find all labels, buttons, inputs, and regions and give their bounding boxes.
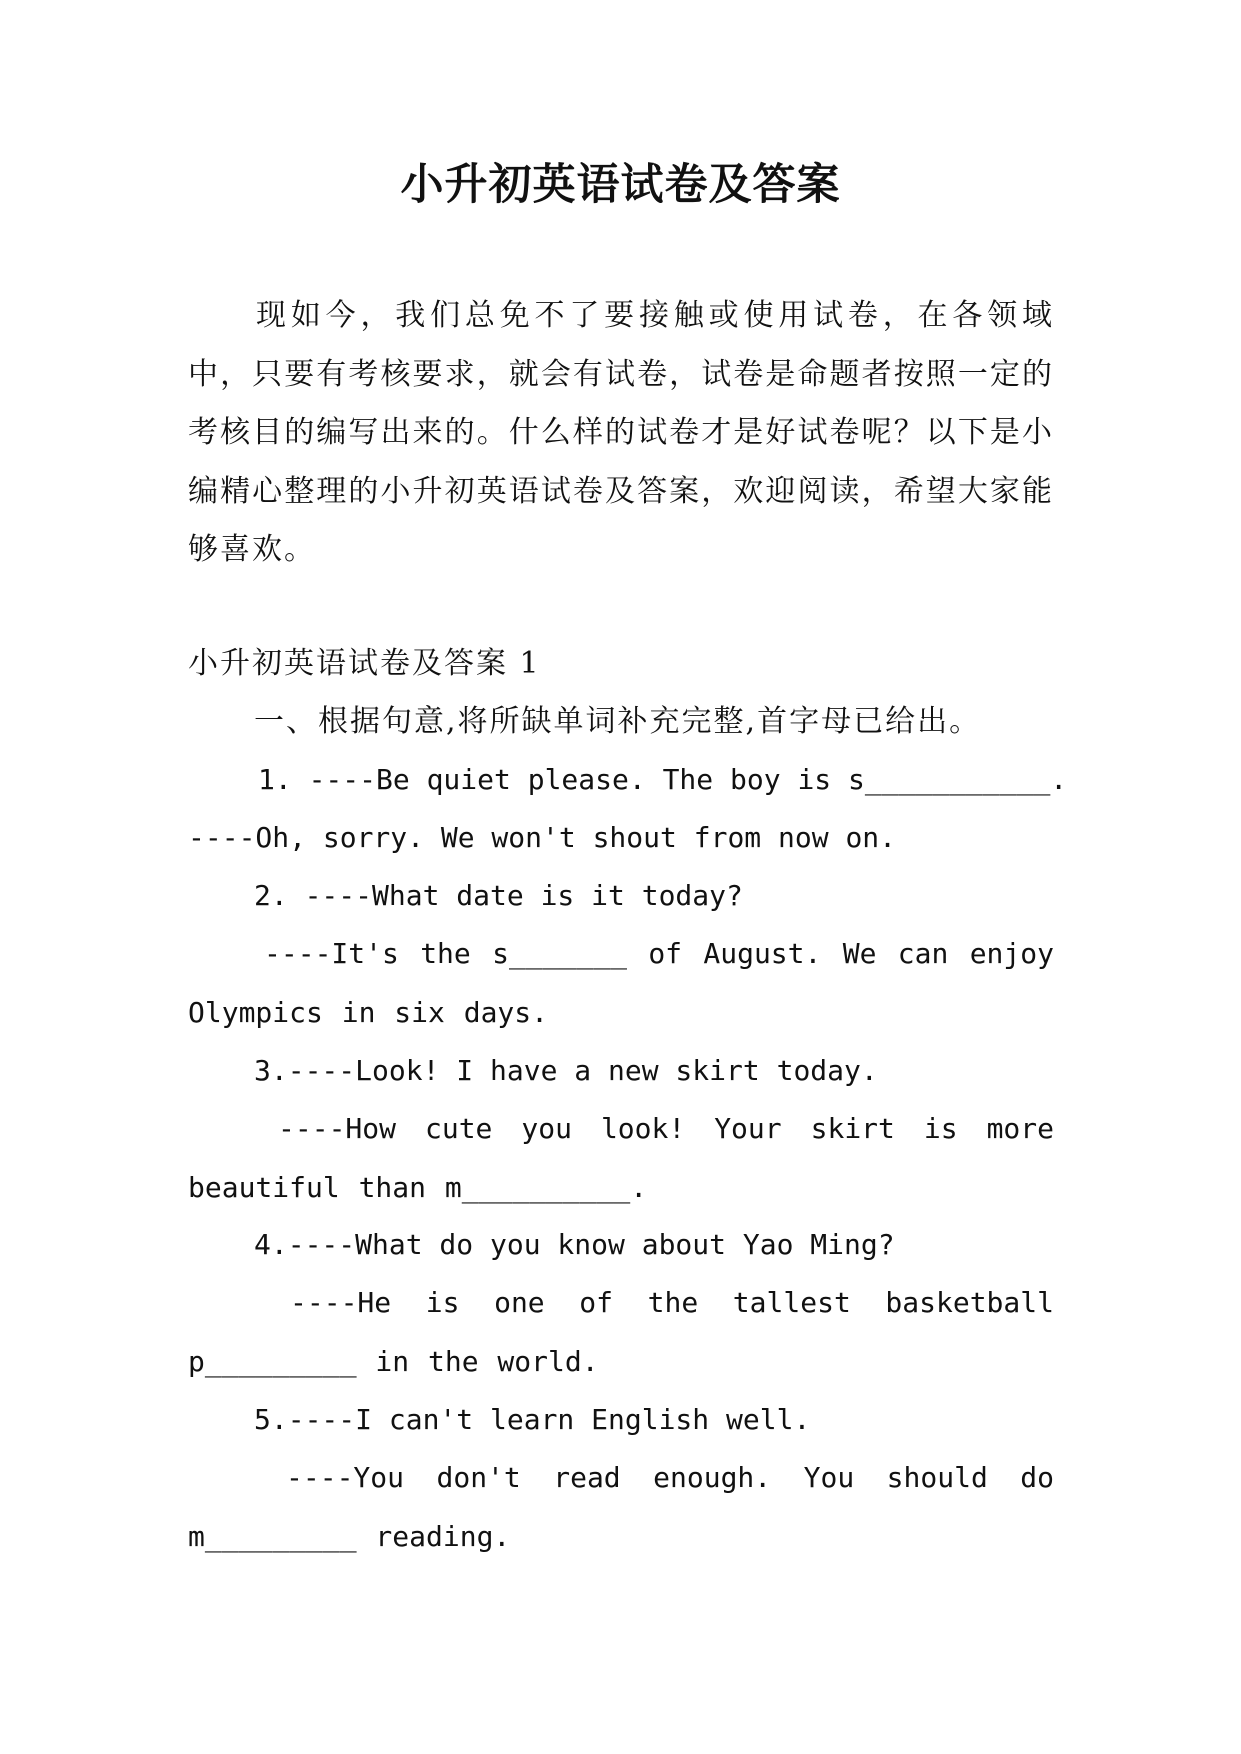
- document-title: 小升初英语试卷及答案: [400, 160, 841, 210]
- question-2-prompt: 2. ----What date is it today?: [254, 879, 743, 912]
- question-3-prompt: 3.----Look! I have a new skirt today.: [254, 1054, 878, 1087]
- question-2-answer: ----It's the s_______ of August. We can enjoy Olympics in six days.: [188, 937, 1054, 1029]
- question-1-prompt: 1. ----Be quiet please. The boy is s___________.: [258, 763, 1068, 796]
- question-4-prompt: 4.----What do you know about Yao Ming?: [254, 1228, 895, 1261]
- question-5-prompt: 5.----I can't learn English well.: [254, 1403, 811, 1436]
- exercise-instruction: 一、根据句意,将所缺单词补充完整,首字母已给出。: [254, 704, 982, 739]
- question-5-answer: ----You don't read enough. You should do m_________ reading.: [188, 1461, 1054, 1553]
- section-title: 小升初英语试卷及答案 1: [188, 646, 541, 681]
- question-4-answer: ----He is one of the tallest basketball p_________ in the world.: [188, 1286, 1054, 1378]
- intro-paragraph: 现如今，我们总免不了要接触或使用试卷，在各领域中，只要有考核要求，就会有试卷，试卷是命题者按照一定的考核目的编写出来的。什么样的试卷才是好试卷呢？以下是小编精心整理的小升初英语试卷及答案，欢迎阅读，希望大家能够喜欢。: [188, 298, 1054, 567]
- question-1-answer: ----Oh, sorry. We won't shout from now on.: [188, 821, 897, 854]
- question-3-answer: ----How cute you look! Your skirt is more beautiful than m__________.: [188, 1112, 1054, 1204]
